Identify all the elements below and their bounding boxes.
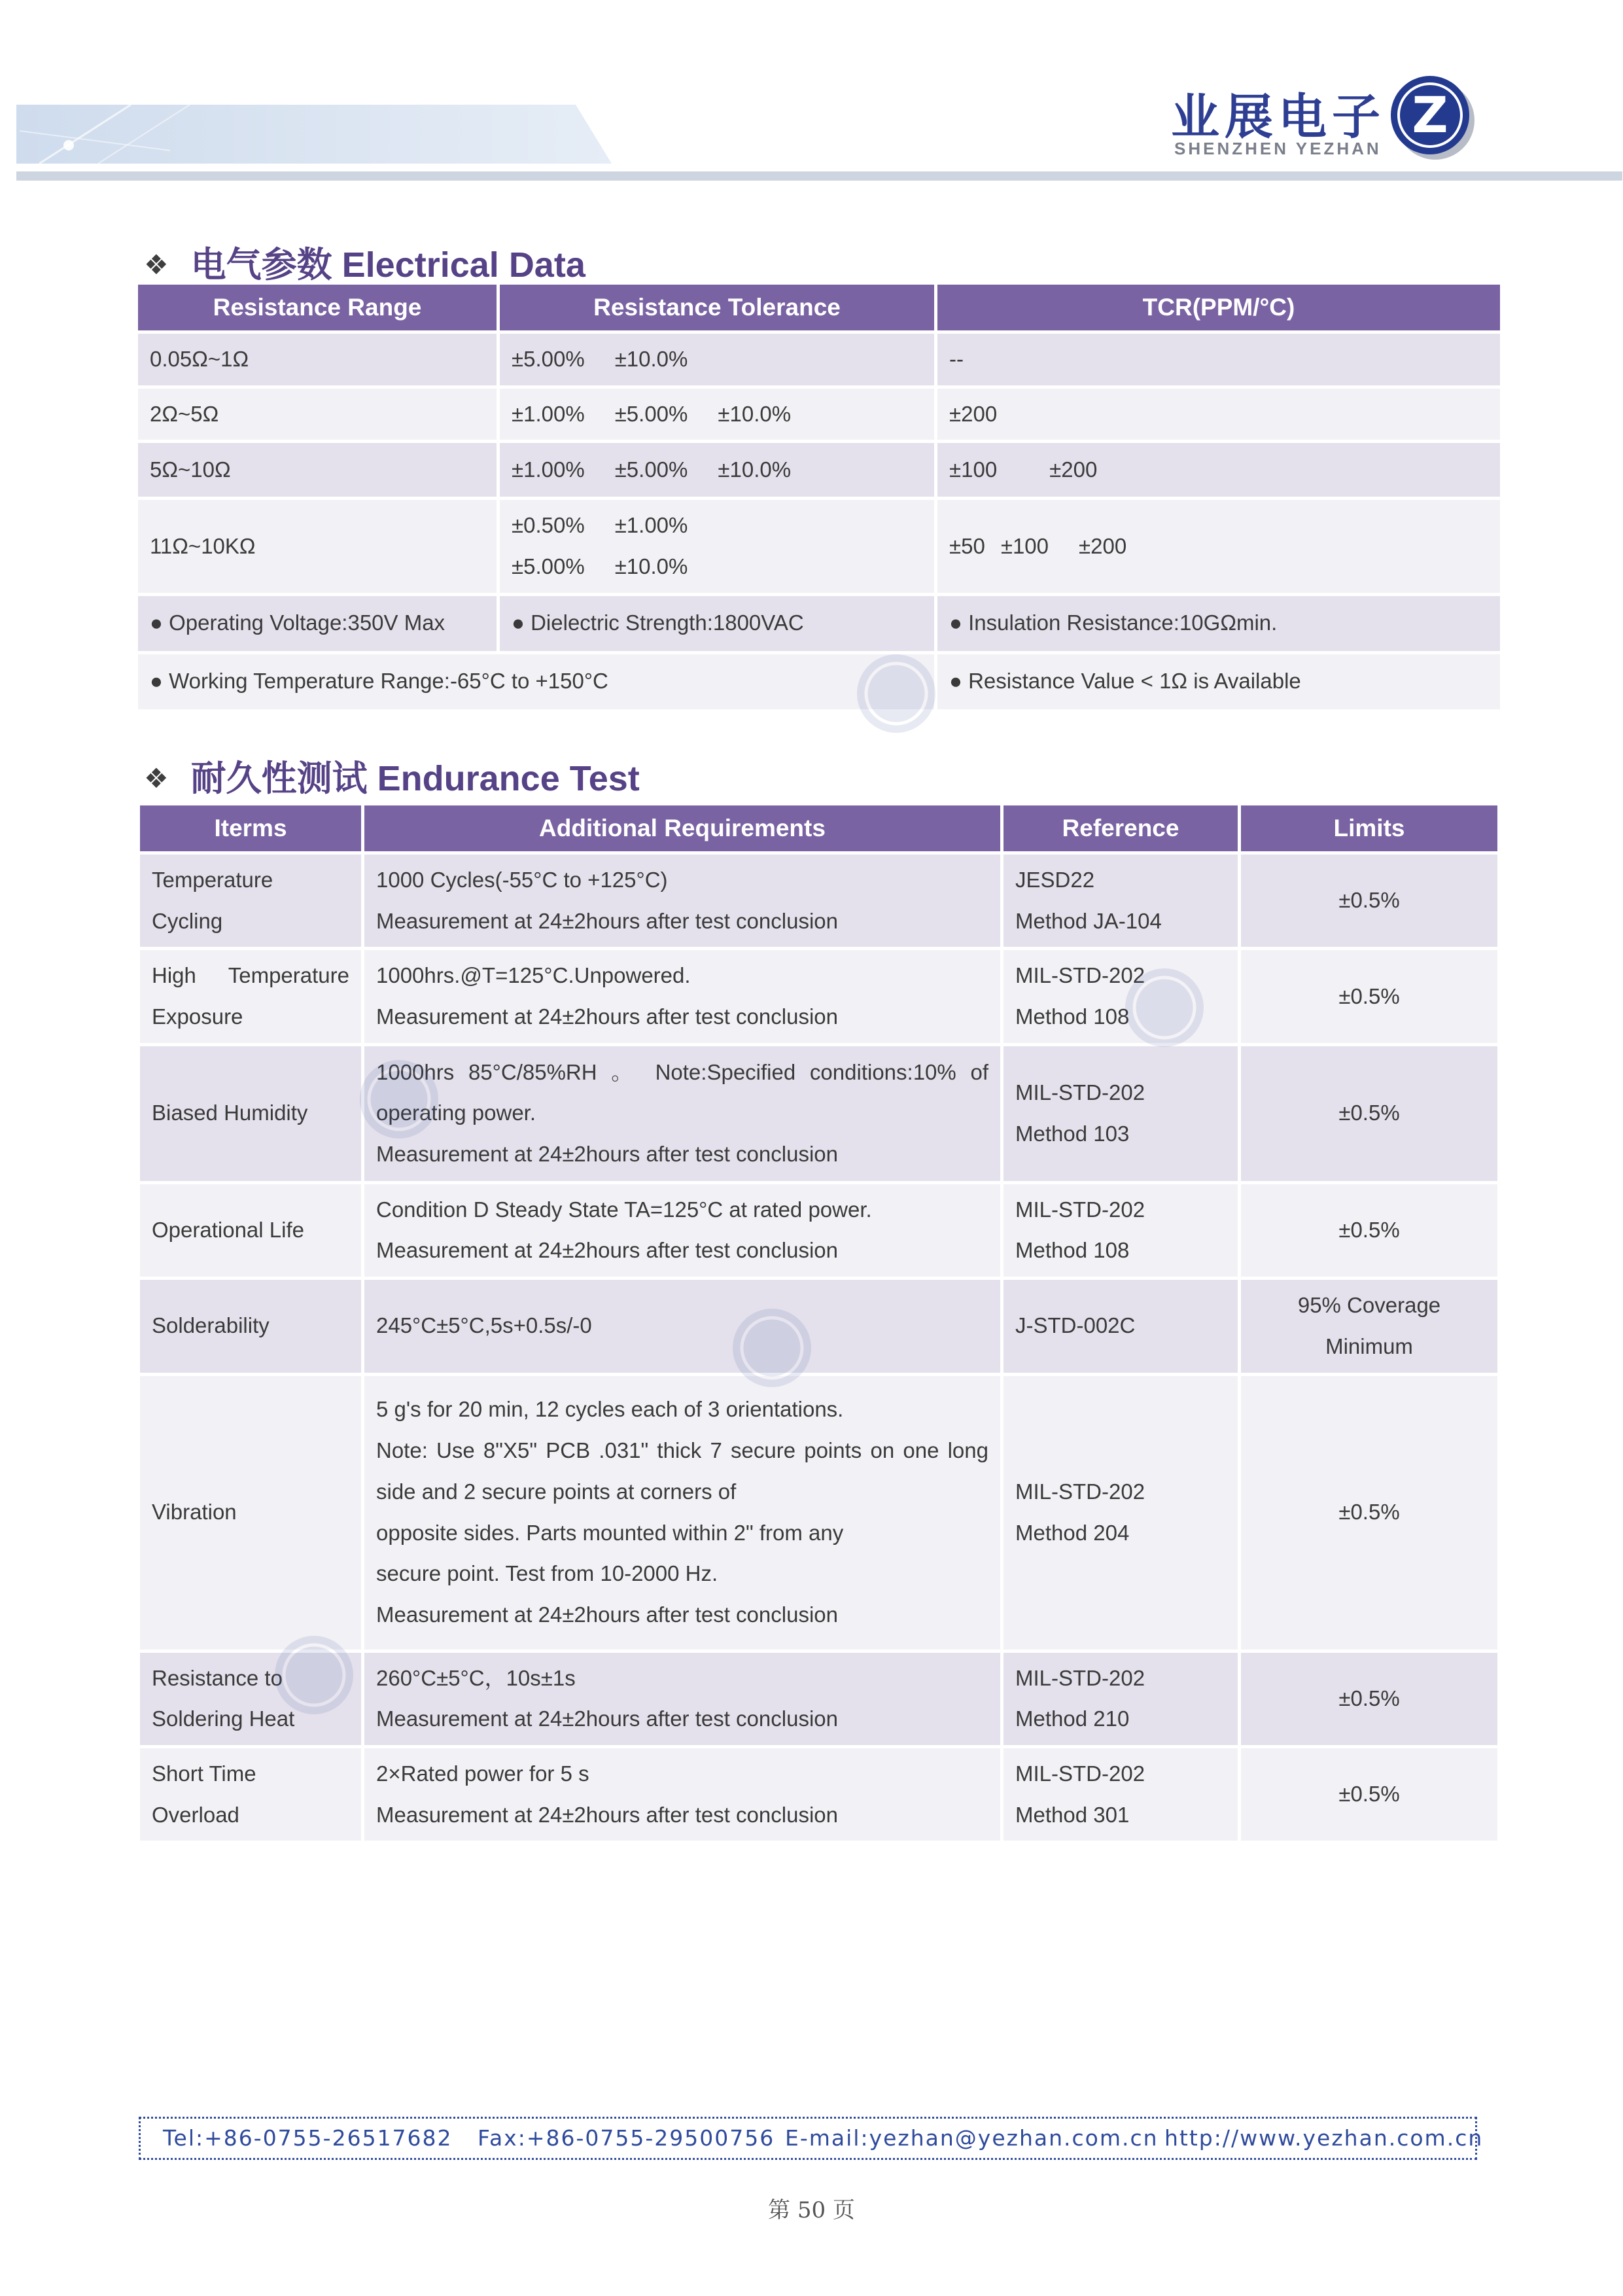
item-cell: Operational Life bbox=[152, 1218, 304, 1243]
requirements-cell: Condition D Steady State TA=125°C at rated power. Measurement at 24±2hours after test conclusion bbox=[376, 1197, 872, 1263]
limits-cell: ±0.5% bbox=[1338, 1686, 1400, 1710]
notes-row bbox=[138, 596, 1500, 651]
range-cell: 2Ω~5Ω bbox=[150, 401, 219, 426]
requirements-cell: 5 g's for 20 min, 12 cycles each of 3 orientations. Note: Use 8"X5" PCB .031" thick 7 secure points on one long side and 2 secure points at corners of opposite sides. Parts mounted within 2" from any secure point. Test from 10-2000 Hz. Measurement at 24±2hours after test conclusion bbox=[376, 1397, 988, 1627]
resistance-value-note: ● Resistance Value < 1Ω is Available bbox=[949, 669, 1301, 694]
brand-name-en: SHENZHEN YEZHAN bbox=[1174, 139, 1382, 158]
electrical-section-title bbox=[144, 237, 585, 287]
endurance-title-text: 耐久性测试 Endurance Test bbox=[190, 759, 640, 798]
table-row bbox=[138, 334, 1500, 385]
footer-fax: Fax:+86-0755-29500756 bbox=[478, 2125, 775, 2151]
col-header: Iterms bbox=[140, 805, 361, 851]
watermark-logo-icon bbox=[249, 1610, 379, 1740]
diamond-bullet-icon: ❖ bbox=[144, 763, 169, 794]
requirements-cell: 1000 Cycles(-55°C to +125°C) Measurement at 24±2hours after test conclusion bbox=[376, 868, 838, 933]
item-cell: Resistance to Soldering Heat bbox=[152, 1665, 295, 1731]
col-header: Reference bbox=[1003, 805, 1238, 851]
tolerance-cell: ±0.50% ±1.00% ±5.00% ±10.0% bbox=[512, 513, 688, 579]
item-cell: Short Time Overload bbox=[152, 1761, 256, 1827]
reference-cell: MIL-STD-202 Method 301 bbox=[1015, 1761, 1145, 1827]
insulation-note: ● Insulation Resistance:10GΩmin. bbox=[949, 610, 1278, 635]
requirements-cell: 260°C±5°C，10s±1s Measurement at 24±2hours after test conclusion bbox=[376, 1665, 838, 1731]
range-cell: 11Ω~10KΩ bbox=[150, 533, 256, 558]
reference-cell: J-STD-002C bbox=[1015, 1313, 1136, 1338]
requirements-cell: 245°C±5°C,5s+0.5s/-0 bbox=[376, 1313, 592, 1338]
voltage-note: ● Operating Voltage:350V Max bbox=[150, 610, 445, 635]
reference-cell: MIL-STD-202 Method 108 bbox=[1015, 1197, 1145, 1263]
watermark-logo-icon bbox=[334, 1034, 464, 1165]
table-row bbox=[138, 443, 1500, 497]
diamond-bullet-icon: ❖ bbox=[144, 249, 169, 280]
item-cell: Solderability bbox=[152, 1313, 270, 1338]
tcr-cell: ±100 ±200 bbox=[949, 457, 1098, 482]
tcr-cell: ±50 ±100 ±200 bbox=[949, 533, 1127, 558]
table-row bbox=[140, 1376, 1497, 1650]
reference-cell: MIL-STD-202 Method 103 bbox=[1015, 1080, 1145, 1146]
tolerance-cell: ±1.00% ±5.00% ±10.0% bbox=[512, 401, 792, 426]
reference-cell: MIL-STD-202 Method 210 bbox=[1015, 1665, 1145, 1731]
table-row bbox=[140, 855, 1497, 947]
range-cell: 5Ω~10Ω bbox=[150, 457, 231, 482]
endurance-section-title bbox=[144, 751, 640, 801]
limits-cell: ±0.5% bbox=[1338, 1101, 1400, 1125]
requirements-cell: 1000hrs.@T=125°C.Unpowered. Measurement at 24±2hours after test conclusion bbox=[376, 963, 838, 1029]
watermark-logo-icon bbox=[831, 628, 962, 759]
footer-tel: Tel:+86-0755-26517682 bbox=[163, 2125, 453, 2151]
table-row bbox=[140, 1184, 1497, 1277]
item-cell: Vibration bbox=[152, 1500, 237, 1525]
table-header-row bbox=[138, 285, 1500, 330]
limits-cell: ±0.5% bbox=[1338, 1500, 1400, 1525]
col-header: Additional Requirements bbox=[364, 805, 1000, 851]
col-header: Resistance Tolerance bbox=[500, 285, 934, 330]
tcr-cell: -- bbox=[949, 347, 964, 371]
range-cell: 0.05Ω~1Ω bbox=[150, 347, 249, 371]
limits-cell: 95% Coverage Minimum bbox=[1297, 1293, 1441, 1358]
table-row bbox=[138, 500, 1500, 592]
reference-cell: MIL-STD-202 Method 204 bbox=[1015, 1479, 1145, 1545]
table-header-row bbox=[140, 805, 1497, 851]
tcr-cell: ±200 bbox=[949, 401, 998, 426]
dielectric-note: ● Dielectric Strength:1800VAC bbox=[512, 610, 804, 635]
tolerance-cell: ±5.00% ±10.0% bbox=[512, 347, 688, 371]
temp-range-note: ● Working Temperature Range:-65°C to +150°C bbox=[150, 669, 608, 694]
item-cell: Biased Humidity bbox=[152, 1101, 308, 1125]
tolerance-cell: ±1.00% ±5.00% ±10.0% bbox=[512, 457, 792, 482]
requirements-cell: 2×Rated power for 5 s Measurement at 24±2hours after test conclusion bbox=[376, 1761, 838, 1827]
footer-website[interactable]: http://www.yezhan.com.cn bbox=[1164, 2125, 1484, 2151]
electrical-data-table bbox=[135, 281, 1503, 713]
footer-email[interactable]: E-mail:yezhan@yezhan.com.cn bbox=[785, 2125, 1159, 2151]
requirements-cell: 1000hrs 85°C/85%RH 。 Note:Specified conditions:10% of operating power. Measurement at 24±2hours after test conclusion bbox=[376, 1059, 988, 1167]
logo-letter: Z bbox=[1412, 86, 1448, 144]
col-header: TCR(PPM/°C) bbox=[937, 285, 1500, 330]
watermark-logo-icon bbox=[1099, 942, 1230, 1073]
company-logo bbox=[1387, 72, 1478, 164]
col-header: Limits bbox=[1241, 805, 1497, 851]
table-row bbox=[140, 950, 1497, 1042]
page-header bbox=[0, 0, 1623, 196]
limits-cell: ±0.5% bbox=[1338, 983, 1400, 1008]
limits-cell: ±0.5% bbox=[1338, 1218, 1400, 1243]
table-row bbox=[140, 1748, 1497, 1841]
reference-cell: MIL-STD-202 Method 108 bbox=[1015, 963, 1145, 1029]
item-cell: Temperature Cycling bbox=[152, 868, 273, 933]
watermark-logo-icon bbox=[707, 1282, 837, 1413]
electrical-title-text: 电气参数 Electrical Data bbox=[190, 245, 585, 285]
item-cell: High Temperature Exposure bbox=[152, 963, 349, 1029]
notes-row bbox=[138, 654, 1500, 709]
brand-name-cn: 业展电子 bbox=[1171, 90, 1386, 144]
limits-cell: ±0.5% bbox=[1338, 888, 1400, 913]
reference-cell: JESD22 Method JA-104 bbox=[1015, 868, 1162, 933]
col-header: Resistance Range bbox=[138, 285, 497, 330]
page-number: 第 50 页 bbox=[768, 2197, 855, 2223]
table-row bbox=[138, 389, 1500, 440]
limits-cell: ±0.5% bbox=[1338, 1782, 1400, 1807]
contact-footer bbox=[139, 2117, 1484, 2160]
